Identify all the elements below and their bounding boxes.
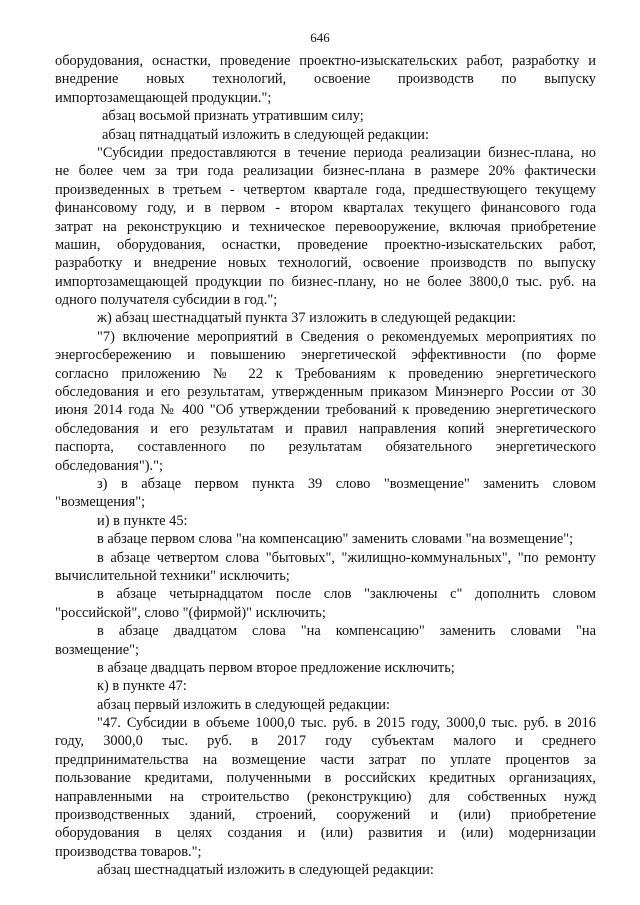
text-line: "Субсидии предоставляются в течение периода реализации бизнес-плана, но <box>97 144 596 161</box>
text-line: году, 3000,0 тыс. руб. в 2017 году субъектам малого и среднего <box>55 733 596 750</box>
text-line: и) в пункте 45: <box>97 512 188 529</box>
text-line: "российской", слово "(фирмой)" исключить; <box>55 604 326 621</box>
text-line: в абзаце четырнадцатом после слов "заключены с" дополнить словом <box>97 586 596 603</box>
text-line: в абзаце двадцать первом второе предложение исключить; <box>97 659 455 676</box>
text-line: направленными на строительство (реконструкцию) для собственных нужд <box>55 788 596 805</box>
text-line: абзац пятнадцатый изложить в следующей редакции: <box>102 126 429 143</box>
document-body <box>55 52 596 880</box>
text-line: производства товаров."; <box>55 843 202 860</box>
text-line: "возмещения"; <box>55 494 146 511</box>
text-line: энергосбережению и повышению энергетической эффективности (по форме <box>55 347 596 364</box>
text-line: пользование кредитами, полученными в российских кредитных организациях, <box>55 770 596 787</box>
text-line: к) в пункте 47: <box>97 678 187 695</box>
text-line: в абзаце первом слова "на компенсацию" заменить словами "на возмещение"; <box>97 531 574 548</box>
text-line: машин, оборудования, оснастки, проведение проектно-изыскательских работ, <box>55 236 596 253</box>
text-line: согласно приложению № 22 к Требованиям к проведению энергетического <box>55 365 596 382</box>
text-line: оборудования в целях создания и (или) развития и (или) модернизации <box>55 825 596 842</box>
page-number: 646 <box>310 30 330 45</box>
text-line: предпринимательства на возмещение части затрат по уплате процентов за <box>55 751 596 768</box>
text-line: произведенных в третьем - четвертом квартале года, предшествующего текущему <box>55 181 596 198</box>
text-line: абзац восьмой признать утратившим силу; <box>102 108 364 125</box>
text-line: "7) включение мероприятий в Сведения о рекомендуемых мероприятиях по <box>97 328 596 345</box>
text-line: паспорта, составленного по результатам обязательного энергетического <box>55 439 596 456</box>
text-line: оборудования, оснастки, проведение проектно-изыскательских работ, разработку и <box>55 53 596 69</box>
text-line: абзац шестнадцатый изложить в следующей редакции: <box>97 862 434 879</box>
text-line: финансовому году, и в первом - втором кварталах текущего финансового года <box>55 200 596 217</box>
text-line: обследования и его результатам, утвержденным приказом Минэнерго России от 30 <box>55 384 596 401</box>
text-line: импортозамещающей продукции по бизнес-плану, но не более 3800,0 тыс. руб. на <box>55 273 596 290</box>
text-line: абзац первый изложить в следующей редакции: <box>97 696 391 713</box>
text-line: "47. Субсидии в объеме 1000,0 тыс. руб. в 2015 году, 3000,0 тыс. руб. в 2016 <box>97 715 596 732</box>
text-line: ж) абзац шестнадцатый пункта 37 изложить в следующей редакции: <box>97 310 517 327</box>
text-line: затрат на реконструкцию и техническое перевооружение, включая приобретение <box>55 218 596 235</box>
text-line: обследования и его результатам и правил направления копий энергетического <box>55 420 596 437</box>
text-line: одного получателя субсидии в год."; <box>55 292 278 309</box>
text-line: возмещение"; <box>55 641 139 658</box>
text-line: внедрение новых технологий, освоение производств по выпуску <box>55 71 596 88</box>
text-line: разработку и внедрение новых технологий, освоение производств по выпуску <box>55 255 596 272</box>
text-line: производственных зданий, строений, сооружений и (или) приобретение <box>55 807 596 824</box>
text-line: июня 2014 года № 400 "Об утверждении требований к проведению энергетического <box>55 402 596 419</box>
text-line: в абзаце четвертом слова "бытовых", "жилищно-коммунальных", "по ремонту <box>97 549 596 566</box>
text-line: импортозамещающей продукции."; <box>55 89 272 106</box>
text-line: обследования")."; <box>55 457 163 474</box>
text-line: в абзаце двадцатом слова "на компенсацию" заменить словами "на <box>97 623 596 640</box>
text-line: з) в абзаце первом пункта 39 слово "возмещение" заменить словом <box>97 475 596 492</box>
text-line: не более чем за три года реализации бизнес-плана в размере 20% фактически <box>55 163 596 180</box>
text-line: вычислительной техники" исключить; <box>55 567 290 584</box>
